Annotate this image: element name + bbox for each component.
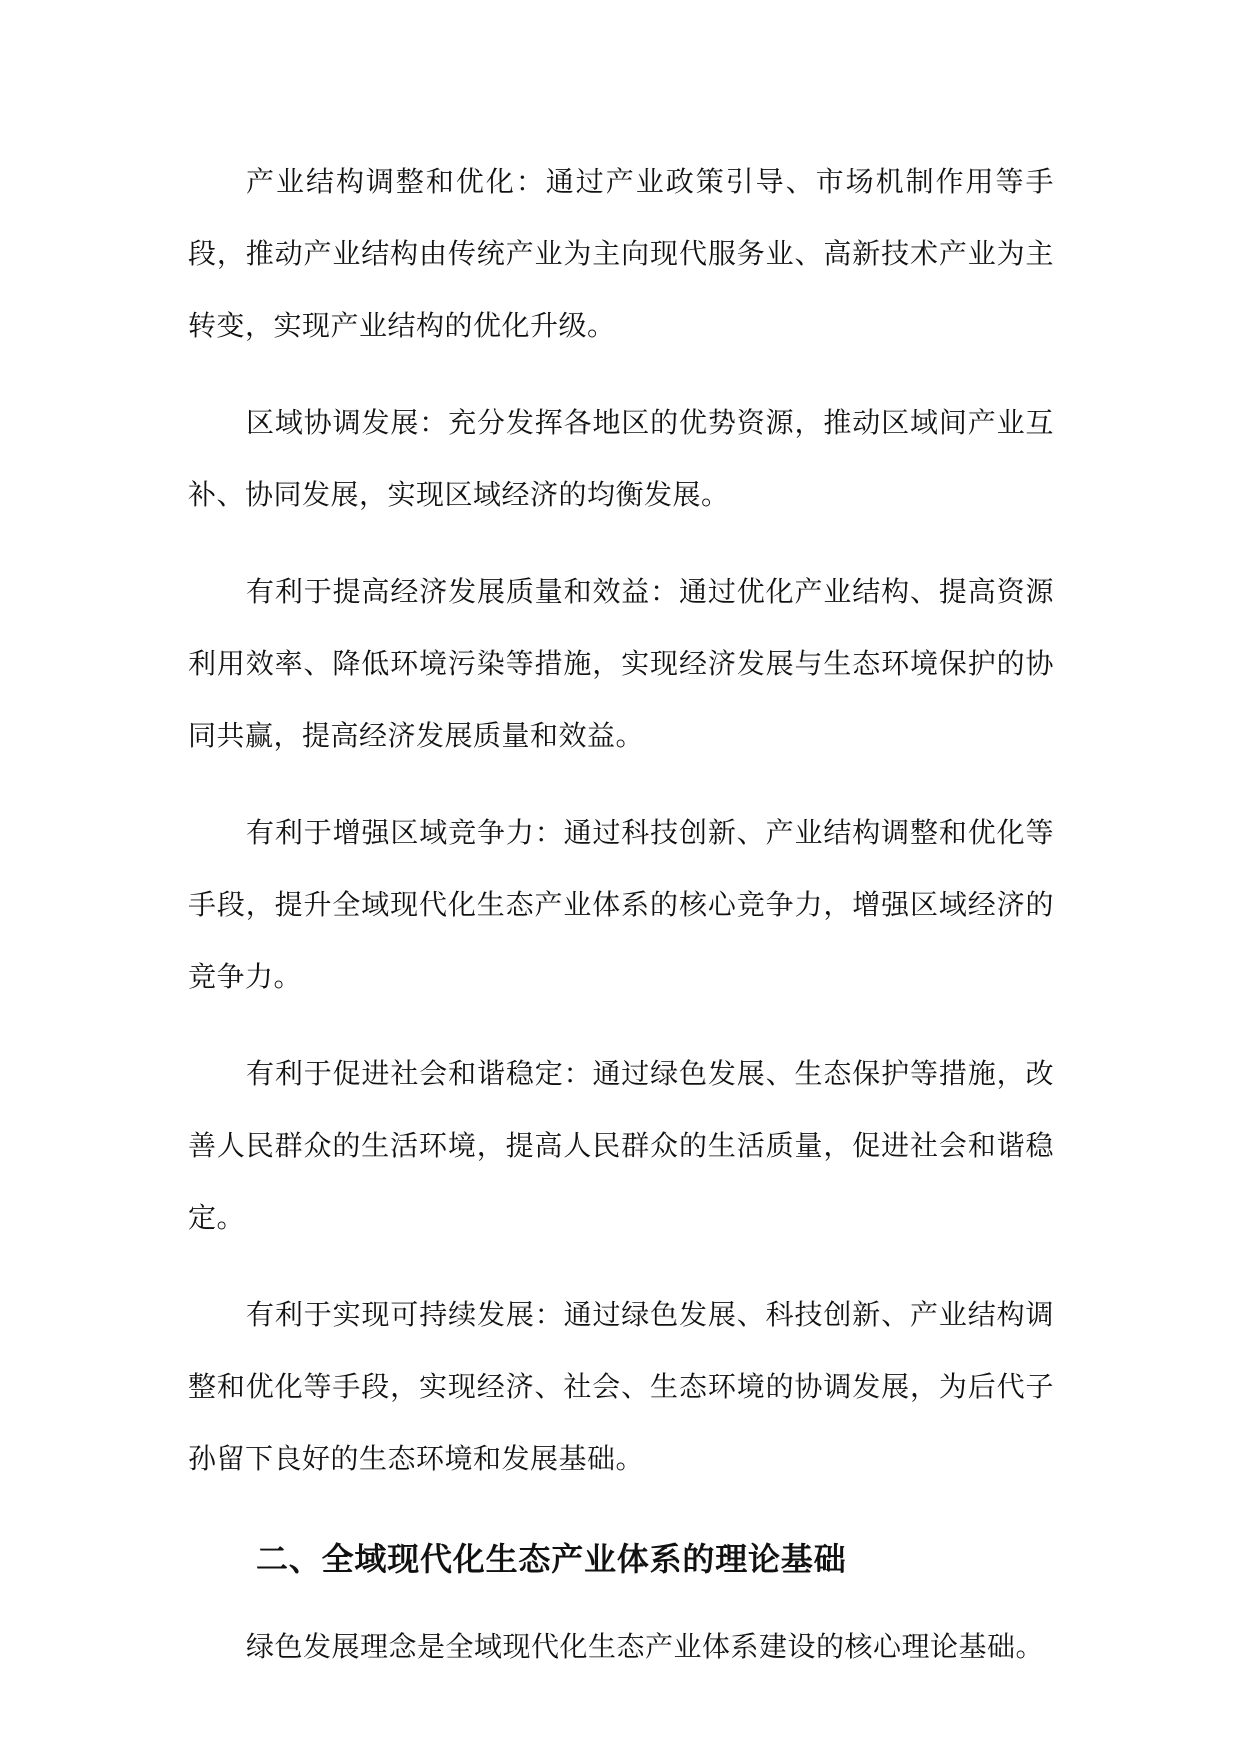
paragraph-economic-quality: 有利于提高经济发展质量和效益：通过优化产业结构、提高资源利用效率、降低环境污染等措施，实现经济发展与生态环境保护的协同共赢，提高经济发展质量和效益。 — [188, 575, 1054, 752]
paragraph-social-harmony: 有利于促进社会和谐稳定：通过绿色发展、生态保护等措施，改善人民群众的生活环境，提高人民群众的生活质量，促进社会和谐稳定。 — [188, 1057, 1054, 1234]
paragraph-regional-coordination: 区域协调发展：充分发挥各地区的优势资源，推动区域间产业互补、协同发展，实现区域经济的均衡发展。 — [188, 406, 1054, 511]
paragraph-theoretical-basis: 绿色发展理念是全域现代化生态产业体系建设的核心理论基础。 — [246, 1630, 1045, 1663]
paragraph-sustainable-development: 有利于实现可持续发展：通过绿色发展、科技创新、产业结构调整和优化等手段，实现经济、社会、生态环境的协调发展，为后代子孙留下良好的生态环境和发展基础。 — [188, 1298, 1054, 1475]
section-heading: 二、全域现代化生态产业体系的理论基础 — [256, 1540, 847, 1578]
document-body — [188, 146, 1054, 1708]
paragraph-regional-competitiveness: 有利于增强区域竞争力：通过科技创新、产业结构调整和优化等手段，提升全域现代化生态产业体系的核心竞争力，增强区域经济的竞争力。 — [188, 816, 1054, 993]
paragraph-industrial-structure: 产业结构调整和优化：通过产业政策引导、市场机制作用等手段，推动产业结构由传统产业为主向现代服务业、高新技术产业为主转变，实现产业结构的优化升级。 — [188, 165, 1054, 342]
